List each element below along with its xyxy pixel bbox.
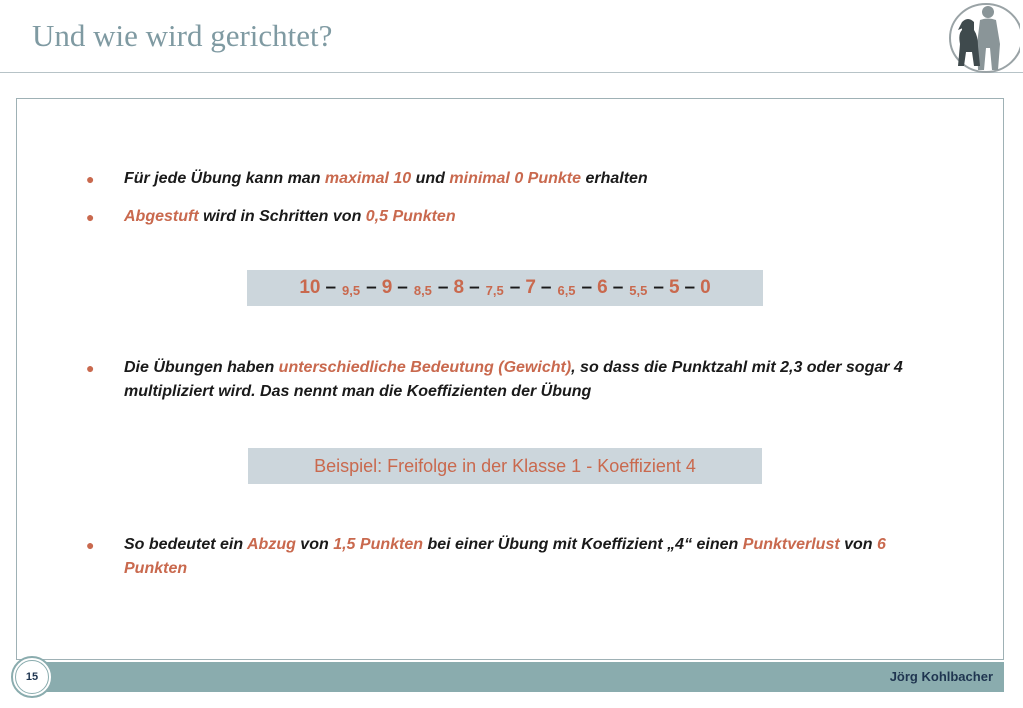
scale-value: 6,5 [557, 282, 576, 298]
scale-value: 10 [299, 277, 321, 298]
scale-separator: – [653, 277, 664, 298]
scale-separator: – [397, 277, 408, 298]
scale-separator: – [325, 277, 337, 298]
scale-value: 7 [525, 277, 536, 298]
scale-value: 7,5 [485, 282, 504, 298]
scale-value: 8 [453, 277, 465, 298]
scale-separator: – [366, 277, 377, 298]
author-name: Jörg Kohlbacher [889, 669, 993, 684]
bullet-text: Abgestuft wird in Schritten von 0,5 Punkten [124, 208, 456, 225]
example-box [248, 448, 762, 484]
bullet-item-3 [86, 356, 948, 404]
example-text: Beispiel: Freifolge in der Klasse 1 - Koeffizient 4 [314, 455, 696, 476]
bullet-text: So bedeutet ein Abzug von 1,5 Punkten bei einer Übung mit Koeffizient „4“ einen Punktverlust von 6 Punkten [124, 536, 886, 577]
scale-separator: – [581, 277, 593, 298]
scale-value: 5,5 [629, 282, 648, 298]
bullet-item-2 [86, 205, 948, 229]
scale-separator: – [469, 277, 480, 298]
scale-separator: – [540, 277, 552, 298]
scale-separator: – [612, 277, 624, 298]
scale-value: 0 [700, 277, 711, 298]
scale-value: 8,5 [413, 282, 432, 298]
bullet-icon: ● [86, 209, 95, 225]
scale-separator: – [437, 277, 449, 298]
scale-separator: – [509, 277, 521, 298]
bullet-item-1 [86, 167, 948, 191]
footer-bar [18, 662, 1004, 692]
bullet-item-4 [86, 533, 948, 581]
page-number-badge [11, 656, 53, 698]
bullet-text: Die Übungen haben unterschiedliche Bedeutung (Gewicht), so dass die Punktzahl mit 2,3 oder sogar 4 multipliziert wird. Das nennt man die Koeffizienten der Übung [124, 359, 903, 400]
slide-title: Und wie wird gerichtet? [32, 18, 333, 53]
page-number: 15 [15, 660, 49, 694]
bullet-text: Für jede Übung kann man maximal 10 und minimal 0 Punkte erhalten [124, 170, 648, 187]
scale-value: 9 [381, 277, 393, 298]
dog-and-person-logo-icon [940, 0, 1020, 76]
scale-value: 5 [668, 277, 680, 298]
scale-value: 9,5 [342, 282, 361, 298]
title-divider [0, 72, 1023, 73]
scale-value: 6 [597, 277, 608, 298]
bullet-icon: ● [86, 171, 95, 187]
score-scale-box [247, 270, 763, 306]
scale-separator: – [684, 277, 696, 298]
bullet-icon: ● [86, 360, 95, 376]
bullet-icon: ● [86, 537, 95, 553]
